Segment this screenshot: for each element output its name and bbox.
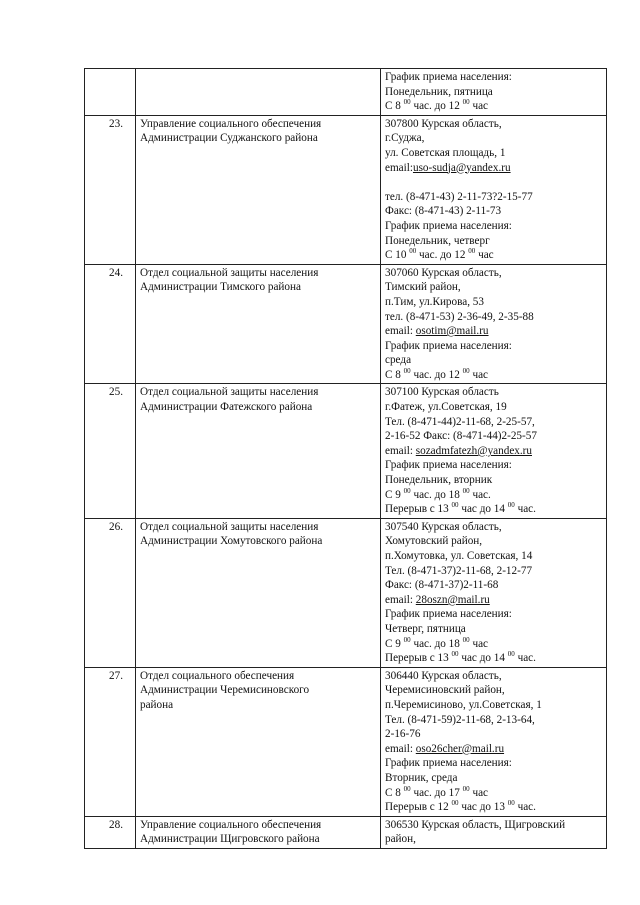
contact-line: [385, 266, 602, 281]
contact-line: [385, 698, 602, 713]
contact-text: Факс: (8-471-37)2-11-68: [385, 579, 499, 592]
time-minutes: 00: [403, 784, 411, 793]
contact-text: График приема населения:: [385, 71, 512, 83]
contact-line: [385, 353, 602, 368]
contact-text: 306530 Курская область, Щигровский: [385, 818, 566, 831]
row-number: 27.: [85, 667, 136, 816]
contact-line: [385, 429, 602, 444]
contact-line: [385, 131, 602, 146]
table-row: [85, 264, 607, 384]
table-body: [85, 69, 607, 849]
contact-text: г.Фатеж, ул.Советская, 19: [385, 401, 507, 414]
email-link[interactable]: sozadmfatezh@yandex.ru: [415, 444, 532, 457]
contact-text: п.Тим, ул.Кирова, 53: [385, 295, 484, 308]
contact-text: п.Черемисиново, ул.Советская, 1: [385, 698, 542, 711]
contact-text: 306440 Курская область,: [385, 669, 502, 682]
organization-name-line: Администрации Щигровского района: [140, 833, 320, 846]
contact-line: [385, 280, 602, 295]
contact-text: час: [475, 249, 494, 262]
contact-line: [385, 310, 602, 325]
row-number: 23.: [85, 115, 136, 264]
contact-line: [385, 70, 602, 85]
contact-text: ул. Советская площадь, 1: [385, 146, 506, 159]
contact-text: Четверг, пятница: [385, 622, 466, 635]
contact-text: email:: [385, 593, 416, 606]
contact-line: [385, 85, 602, 100]
contact-text: час: [469, 100, 489, 113]
contact-text: час.: [469, 488, 491, 501]
contact-text: час до 13: [458, 801, 508, 814]
contact-line: [385, 669, 602, 684]
contact-text: email:: [385, 161, 413, 174]
blank-line: [385, 175, 602, 190]
time-minutes: 00: [403, 98, 411, 107]
contact-line: [385, 800, 602, 815]
contact-text: тел. (8-471-53) 2-36-49, 2-35-88: [385, 310, 534, 323]
contact-line: [385, 146, 602, 161]
organization-name-line: Администрации Суджанского района: [140, 132, 318, 145]
contact-line: [385, 295, 602, 310]
contacts-cell: [381, 264, 607, 384]
contacts-cell: [381, 667, 607, 816]
contact-text: час: [469, 368, 489, 381]
contact-line: [385, 385, 602, 400]
contact-text: час. до 12: [410, 368, 463, 381]
table-row: [85, 384, 607, 518]
contact-text: час до 14: [458, 503, 508, 516]
contact-line: [385, 368, 602, 383]
time-minutes: 00: [451, 799, 459, 808]
contact-text: час.: [514, 801, 536, 814]
contact-text: час. до 12: [410, 100, 463, 113]
contact-text: email:: [385, 444, 416, 457]
contact-line: [385, 190, 602, 205]
contact-line: [385, 622, 602, 637]
contact-text: С 8: [385, 100, 404, 113]
contact-line: [385, 818, 602, 833]
email-link[interactable]: 28oszn@mail.ru: [415, 593, 490, 606]
contact-line: [385, 234, 602, 249]
organization-name-line: Отдел социальной защиты населения: [140, 520, 319, 533]
table-row: [85, 518, 607, 667]
contact-text: Понедельник, пятница: [385, 85, 493, 98]
contact-text: час.: [514, 503, 536, 516]
contacts-cell: [381, 69, 607, 116]
organization-cell: [136, 518, 381, 667]
contact-text: График приема населения:: [385, 339, 512, 352]
contact-text: Тимский район,: [385, 281, 461, 294]
contact-text: 2-16-52 Факс: (8-471-44)2-25-57: [385, 430, 537, 443]
row-number: 26.: [85, 518, 136, 667]
time-minutes: 00: [451, 501, 459, 510]
time-minutes: 00: [462, 366, 470, 375]
row-number: 25.: [85, 384, 136, 518]
contact-line: [385, 488, 602, 503]
contact-text: Хомутовский район,: [385, 535, 483, 548]
contact-line: [385, 771, 602, 786]
organization-cell: [136, 115, 381, 264]
contact-line: [385, 637, 602, 652]
time-minutes: 00: [462, 635, 470, 644]
contact-line: [385, 99, 602, 114]
contact-line: [385, 339, 602, 354]
contact-line: [385, 161, 602, 176]
row-number: 24.: [85, 264, 136, 384]
contact-line: [385, 444, 602, 459]
organization-name-line: района: [140, 698, 174, 711]
organization-name-line: Администрации Тимского района: [140, 281, 301, 294]
organization-name-line: Отдел социального обеспечения: [140, 669, 295, 682]
table-row: [85, 816, 607, 848]
contact-text: График приема населения:: [385, 757, 512, 770]
contact-text: С 9: [385, 637, 404, 650]
contact-text: Тел. (8-471-59)2-11-68, 2-13-64,: [385, 713, 535, 726]
contact-text: г.Суджа,: [385, 132, 425, 145]
contact-line: [385, 324, 602, 339]
contacts-cell: [381, 115, 607, 264]
contact-line: [385, 520, 602, 535]
contact-text: час. до 18: [410, 637, 463, 650]
contact-line: [385, 400, 602, 415]
contact-line: [385, 742, 602, 757]
contact-text: час до 14: [458, 652, 508, 665]
contact-line: [385, 713, 602, 728]
contact-line: [385, 578, 602, 593]
row-number: 28.: [85, 816, 136, 848]
contact-text: Тел. (8-471-44)2-11-68, 2-25-57,: [385, 415, 535, 428]
time-minutes: 00: [403, 486, 411, 495]
row-number: [85, 69, 136, 116]
contact-line: [385, 564, 602, 579]
organization-cell: [136, 667, 381, 816]
contact-text: 307060 Курская область,: [385, 266, 502, 279]
time-minutes: 00: [507, 650, 515, 659]
contact-text: час.: [514, 652, 536, 665]
contact-text: График приема населения:: [385, 219, 512, 232]
contact-line: [385, 117, 602, 132]
time-minutes: 00: [462, 784, 470, 793]
time-minutes: 00: [507, 501, 515, 510]
time-minutes: 00: [468, 247, 476, 256]
contact-line: [385, 727, 602, 742]
organization-name-line: Администрации Хомутовского района: [140, 535, 323, 548]
contact-text: email:: [385, 325, 416, 338]
contact-text: час. до 18: [410, 488, 463, 501]
contact-text: График приема населения:: [385, 608, 512, 621]
organization-name-line: Управление социального обеспечения: [140, 818, 322, 831]
contact-text: час. до 17: [410, 786, 463, 799]
contact-text: час: [469, 786, 489, 799]
contact-line: [385, 593, 602, 608]
contact-text: район,: [385, 833, 416, 846]
contact-text: п.Хомутовка, ул. Советская, 14: [385, 550, 533, 562]
email-link[interactable]: uso-sudja@yandex.ru: [412, 161, 511, 174]
organization-name-line: Отдел социальной защиты населения: [140, 386, 319, 399]
contact-text: email:: [385, 742, 416, 755]
contact-text: Перерыв с 12: [385, 801, 452, 814]
contact-text: тел. (8-471-43) 2-11-73?2-15-77: [385, 190, 533, 203]
email-link[interactable]: oso26cher@mail.ru: [415, 742, 505, 755]
contacts-table: [84, 68, 607, 849]
contact-line: [385, 534, 602, 549]
table-row: [85, 69, 607, 116]
contact-line: [385, 786, 602, 801]
contact-text: час: [469, 637, 489, 650]
contact-line: [385, 415, 602, 430]
contact-text: 307540 Курская область,: [385, 520, 502, 533]
contact-line: [385, 756, 602, 771]
contact-line: [385, 248, 602, 263]
contact-line: [385, 607, 602, 622]
contact-line: [385, 458, 602, 473]
contact-line: [385, 832, 602, 847]
contact-text: Факс: (8-471-43) 2-11-73: [385, 205, 502, 218]
organization-cell: [136, 816, 381, 848]
contact-line: [385, 502, 602, 517]
contact-line: [385, 204, 602, 219]
contact-text: С 8: [385, 368, 404, 381]
contact-text: С 9: [385, 488, 404, 501]
contact-text: 307800 Курская область,: [385, 117, 502, 130]
organization-cell: [136, 384, 381, 518]
contacts-cell: [381, 816, 607, 848]
time-minutes: 00: [507, 799, 515, 808]
contact-text: Перерыв с 13: [385, 652, 452, 665]
contact-line: [385, 219, 602, 234]
contacts-cell: [381, 518, 607, 667]
contact-text: Понедельник, вторник: [385, 474, 493, 487]
time-minutes: 00: [409, 247, 417, 256]
time-minutes: 00: [403, 635, 411, 644]
contact-line: [385, 473, 602, 488]
contact-line: [385, 651, 602, 666]
contact-line: [385, 683, 602, 698]
organization-name-line: Администрации Фатежского района: [140, 401, 313, 414]
time-minutes: 00: [451, 650, 459, 659]
contact-text: Черемисиновский район,: [385, 684, 505, 697]
contact-text: Понедельник, четверг: [385, 234, 490, 247]
time-minutes: 00: [403, 366, 411, 375]
contact-text: час. до 12: [416, 249, 469, 262]
organization-name-line: Отдел социальной защиты населения: [140, 266, 319, 279]
contact-text: 2-16-76: [385, 728, 421, 741]
contacts-cell: [381, 384, 607, 518]
table-row: [85, 667, 607, 816]
time-minutes: 00: [462, 486, 470, 495]
contact-line: [385, 549, 602, 564]
contact-text: Вторник, среда: [385, 771, 458, 784]
organization-cell: [136, 264, 381, 384]
contact-text: Перерыв с 13: [385, 503, 452, 516]
organization-cell: [136, 69, 381, 116]
contact-text: С 10: [385, 249, 410, 262]
time-minutes: 00: [462, 98, 470, 107]
contact-text: 307100 Курская область: [385, 386, 499, 399]
contact-text: С 8: [385, 786, 404, 799]
organization-name-line: Администрации Черемисиновского: [140, 684, 310, 697]
contact-text: График приема населения:: [385, 459, 512, 472]
contact-text: среда: [385, 354, 412, 367]
contact-text: Тел. (8-471-37)2-11-68, 2-12-77: [385, 564, 533, 577]
table-row: [85, 115, 607, 264]
email-link[interactable]: osotim@mail.ru: [415, 325, 489, 338]
organization-name-line: Управление социального обеспечения: [140, 117, 322, 130]
